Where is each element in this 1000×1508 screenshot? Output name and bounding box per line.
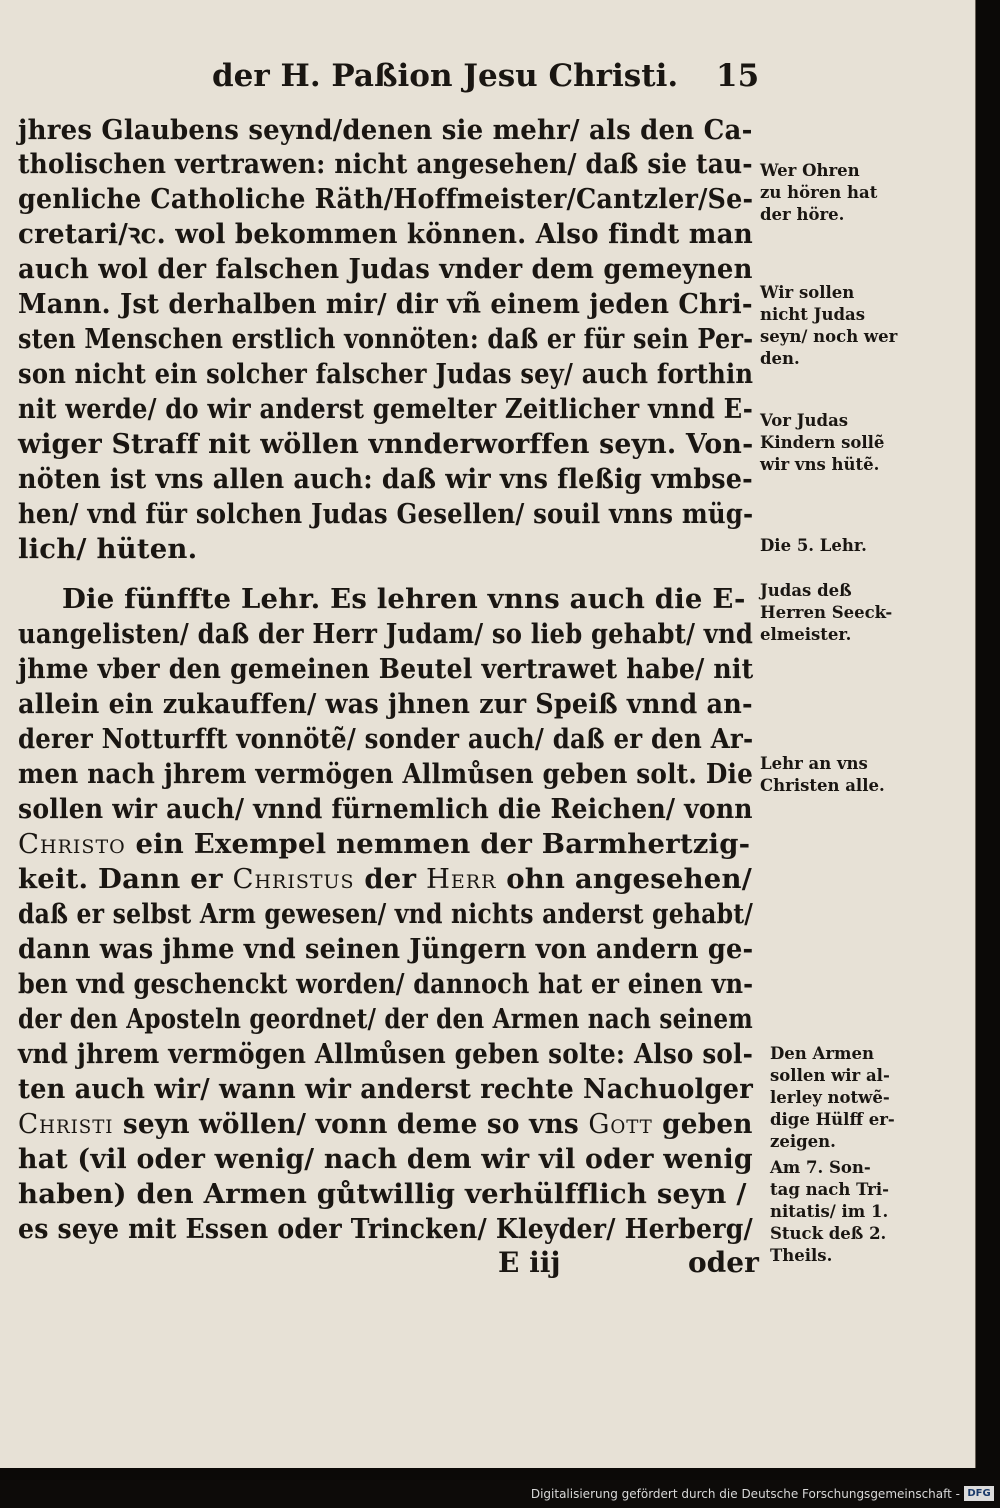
marginal-note-line: Wer Ohren [760, 161, 860, 180]
text-line [18, 392, 753, 426]
text-line [18, 687, 753, 721]
marginal-note-line: Stuck deß 2. [770, 1224, 887, 1243]
dfg-logo: DFG [964, 1486, 994, 1501]
text-line [18, 182, 753, 216]
marginal-note [760, 410, 884, 476]
text-segment: ben vnd geschenckt worden/ dannoch hat er einen vn- [18, 968, 754, 1000]
marginal-note [760, 160, 877, 226]
text-segment: men nach jhrem vermögen Allmůsen geben solt. Die [18, 758, 753, 790]
text-segment: hat (vil oder wenig/ nach dem wir vil oder wenig [18, 1143, 753, 1175]
marginal-note [760, 535, 867, 557]
marginal-note-line: der höre. [760, 205, 845, 224]
text-segment: Mann. Jst derhalben mir/ dir vñ einem jeden Chri- [18, 288, 753, 320]
text-segment: allein ein zukauffen/ was jhnen zur Speiß vnnd an- [18, 688, 753, 720]
text-segment: sollen wir auch/ vnnd fürnemlich die Reichen/ vonn [18, 793, 753, 825]
small-caps-word: Herr [425, 863, 497, 895]
text-segment: daß er selbst Arm gewesen/ vnd nichts anderst gehabt/ [18, 898, 754, 930]
marginal-note-line: zeigen. [770, 1132, 836, 1151]
marginal-note-line: Vor Judas [760, 411, 849, 430]
text-segment: vnd jhrem vermögen Allmůsen geben solte: Also sol- [18, 1038, 754, 1070]
text-line [18, 1037, 753, 1071]
marginal-note-line: Den Armen [770, 1044, 874, 1063]
marginal-note-line: Judas deß [760, 581, 852, 600]
text-line [18, 617, 753, 651]
marginal-note [760, 580, 892, 646]
text-segment: seyn wöllen/ vonn deme so vns [113, 1108, 589, 1140]
text-segment: keit. Dann er [18, 863, 233, 895]
marginal-note-line: dige Hülff er- [770, 1110, 895, 1129]
text-segment: lich/ hüten. [18, 533, 198, 565]
text-segment: es seye mit Essen oder Trincken/ Kleyder/ Herberg/ [18, 1213, 753, 1245]
text-line [62, 582, 746, 616]
text-line [18, 113, 753, 147]
text-line [18, 1072, 753, 1106]
marginal-note-line: tag nach Tri- [770, 1180, 889, 1199]
text-line [18, 1002, 753, 1036]
text-line [18, 1177, 747, 1211]
text-segment: jhres Glaubens seynd/denen sie mehr/ als den Ca- [18, 114, 753, 146]
small-caps-word: Christo [18, 828, 126, 860]
running-title: der H. Paßion Jesu Christi. [212, 58, 679, 94]
text-segment: der [354, 863, 426, 895]
text-line [18, 252, 753, 286]
small-caps-word: Christus [232, 863, 355, 895]
text-line [18, 792, 753, 826]
text-line [18, 967, 753, 1001]
marginal-note-line: Kindern sollẽ [760, 433, 885, 452]
small-caps-word: Gott [588, 1108, 653, 1140]
text-line [18, 652, 753, 686]
text-segment: dann was jhme vnd seinen Jüngern von andern ge- [18, 933, 754, 965]
text-line [18, 147, 753, 181]
text-segment: jhme vber den gemeinen Beutel vertrawet habe/ nit [18, 653, 754, 685]
marginal-note-line: nitatis/ im 1. [770, 1202, 889, 1221]
marginal-note-line: nicht Judas [760, 305, 865, 324]
text-segment: haben) den Armen gůtwillig verhülfflich seyn / [18, 1178, 747, 1210]
text-segment: ten auch wir/ wann wir anderst rechte Nachuolger [18, 1073, 753, 1105]
text-segment: ohn angesehen/ [496, 863, 752, 895]
text-line [18, 757, 753, 791]
text-segment: sten Menschen erstlich vonnöten: daß er für sein Per- [18, 323, 754, 355]
text-line [18, 462, 753, 496]
marginal-note-line: Wir sollen [760, 283, 855, 302]
marginal-note-line: Herren Seeck- [760, 603, 893, 622]
marginal-note-line: seyn/ noch wer [760, 327, 898, 346]
text-line [18, 1107, 753, 1141]
text-line [18, 897, 753, 931]
text-segment: nit werde/ do wir anderst gemelter Zeitlicher vnnd E- [18, 393, 754, 425]
text-line [18, 827, 750, 861]
text-line [18, 497, 753, 531]
text-line [18, 287, 753, 321]
text-segment: derer Notturfft vonnötẽ/ sonder auch/ daß er den Ar- [18, 723, 754, 755]
marginal-note-line: sollen wir al- [770, 1066, 890, 1085]
text-line [18, 217, 753, 251]
text-segment: geben [652, 1108, 753, 1140]
text-line [18, 722, 753, 756]
text-segment: nöten ist vns allen auch: daß wir vns fleßig vmbse- [18, 463, 753, 495]
credit-text: Digitalisierung gefördert durch die Deutsche Forschungsgemeinschaft - [530, 1487, 960, 1501]
marginal-note [770, 1157, 889, 1267]
marginal-note-line: Theils. [770, 1246, 833, 1265]
text-segment: wiger Straff nit wöllen vnnderworffen seyn. Von- [18, 428, 754, 460]
text-segment: genliche Catholiche Räth/Hoffmeister/Cantzler/Se- [18, 183, 754, 215]
text-segment: ein Exempel nemmen der Barmhertzig- [125, 828, 751, 860]
text-segment: der den Aposteln geordnet/ der den Armen nach seinem [18, 1003, 753, 1035]
text-line [18, 427, 753, 461]
text-line [18, 532, 197, 566]
signature-mark: E iij [498, 1246, 561, 1279]
marginal-note-line: den. [760, 349, 800, 368]
text-segment: tholischen vertrawen: nicht angesehen/ daß sie tau- [18, 148, 753, 180]
text-line [18, 1142, 753, 1176]
text-line [18, 862, 752, 896]
text-segment: son nicht ein solcher falscher Judas sey/ auch forthin [18, 358, 754, 390]
text-line [18, 357, 753, 391]
catchword: oder [688, 1246, 759, 1279]
page-number: 15 [716, 58, 760, 94]
marginal-note-line: Lehr an vns [760, 754, 868, 773]
text-segment: Die fünffte Lehr. Es lehren vnns auch die E- [62, 583, 746, 615]
text-segment: cretari/ꝛc. wol bekommen können. Also findt man [18, 218, 753, 250]
marginal-note-line: wir vns hütẽ. [760, 455, 880, 474]
marginal-note-line: elmeister. [760, 625, 852, 644]
marginal-note-line: Die 5. Lehr. [760, 536, 867, 555]
marginal-note-line: Christen alle. [760, 776, 885, 795]
text-line [18, 932, 753, 966]
marginal-note-line: zu hören hat [760, 183, 878, 202]
text-line [18, 1212, 753, 1246]
text-segment: auch wol der falschen Judas vnder dem gemeynen [18, 253, 753, 285]
text-segment: uangelisten/ daß der Herr Judam/ so lieb gehabt/ vnd [18, 618, 754, 650]
text-segment: hen/ vnd für solchen Judas Gesellen/ souil vnns müg- [18, 498, 754, 530]
digitization-credit-bar [0, 1480, 1000, 1508]
marginal-note [760, 282, 897, 370]
text-line [18, 322, 753, 356]
marginal-note [760, 753, 885, 797]
small-caps-word: Christi [18, 1108, 114, 1140]
marginal-note-line: lerley notwẽ- [770, 1088, 890, 1107]
marginal-note [770, 1043, 895, 1153]
marginal-note-line: Am 7. Son- [770, 1158, 871, 1177]
